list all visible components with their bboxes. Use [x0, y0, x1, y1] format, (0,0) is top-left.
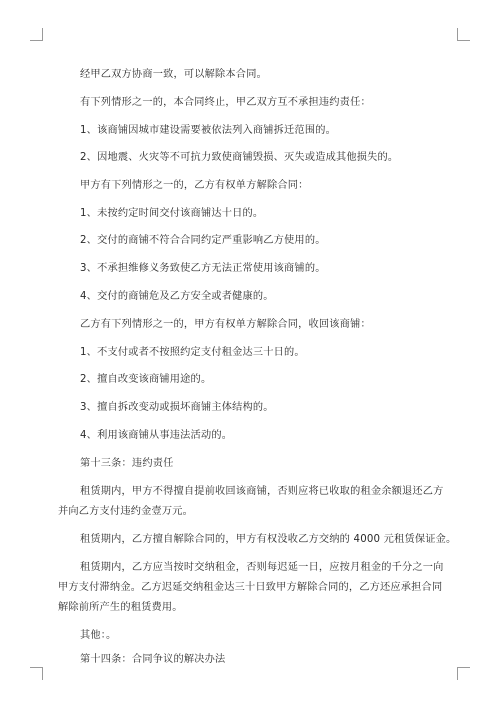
paragraph-line: 3、擅自拆改变动或损坏商铺主体结构的。: [80, 402, 274, 413]
paragraph-line: 4、利用该商铺从事违法活动的。: [80, 430, 233, 441]
paragraph-line: 租赁期内，甲方不得擅自提前收回该商铺，否则应将已收取的租金余额退还乙方: [80, 486, 444, 497]
section-heading: 第十四条：合同争议的解决办法: [80, 654, 226, 665]
paragraph-line: 租赁期内，乙方应当按时交纳租金，否则每迟延一日，应按月租金的千分之一向: [80, 562, 444, 573]
paragraph-line: 甲方有下列情形之一的，乙方有权单方解除合同：: [80, 180, 309, 191]
paragraph-line: 2、交付的商铺不符合合同约定严重影响乙方使用的。: [80, 235, 326, 246]
paragraph-line: 租赁期内，乙方擅自解除合同的，甲方有权没收乙方交纳的 4000 元租赁保证金。: [80, 534, 457, 545]
paragraph-line: 3、不承担维修义务致使乙方无法正常使用该商铺的。: [80, 263, 326, 274]
paragraph-line: 1、该商铺因城市建设需要被依法列入商铺拆迁范围的。: [80, 125, 336, 136]
paragraph-line: 2、擅自改变该商铺用途的。: [80, 374, 212, 385]
paragraph-line: 1、未按约定时间交付该商铺达十日的。: [80, 208, 264, 219]
paragraph-line: 乙方有下列情形之一的，甲方有权单方解除合同，收回该商铺：: [80, 319, 371, 330]
paragraph-line: 经甲乙双方协商一致，可以解除本合同。: [80, 69, 267, 80]
paragraph-line: 并向乙方支付违约金壹万元。: [58, 506, 194, 517]
paragraph-line: 2、因地震、火灾等不可抗力致使商铺毁损、灭失或造成其他损失的。: [80, 152, 399, 163]
paragraph-line: 有下列情形之一的，本合同终止，甲乙双方互不承担违约责任：: [80, 97, 371, 108]
section-heading: 第十三条：违约责任: [80, 458, 174, 469]
paragraph-line: 1、不支付或者不按照约定支付租金达三十日的。: [80, 347, 305, 358]
paragraph-line: 4、交付的商铺危及乙方安全或者健康的。: [80, 291, 274, 302]
paragraph-line: 其他：。: [80, 630, 117, 641]
paragraph-line: 甲方支付滞纳金。乙方迟延交纳租金达三十日致甲方解除合同的，乙方还应承担合同: [58, 582, 443, 593]
paragraph-line: 解除前所产生的租赁费用。: [58, 602, 183, 613]
